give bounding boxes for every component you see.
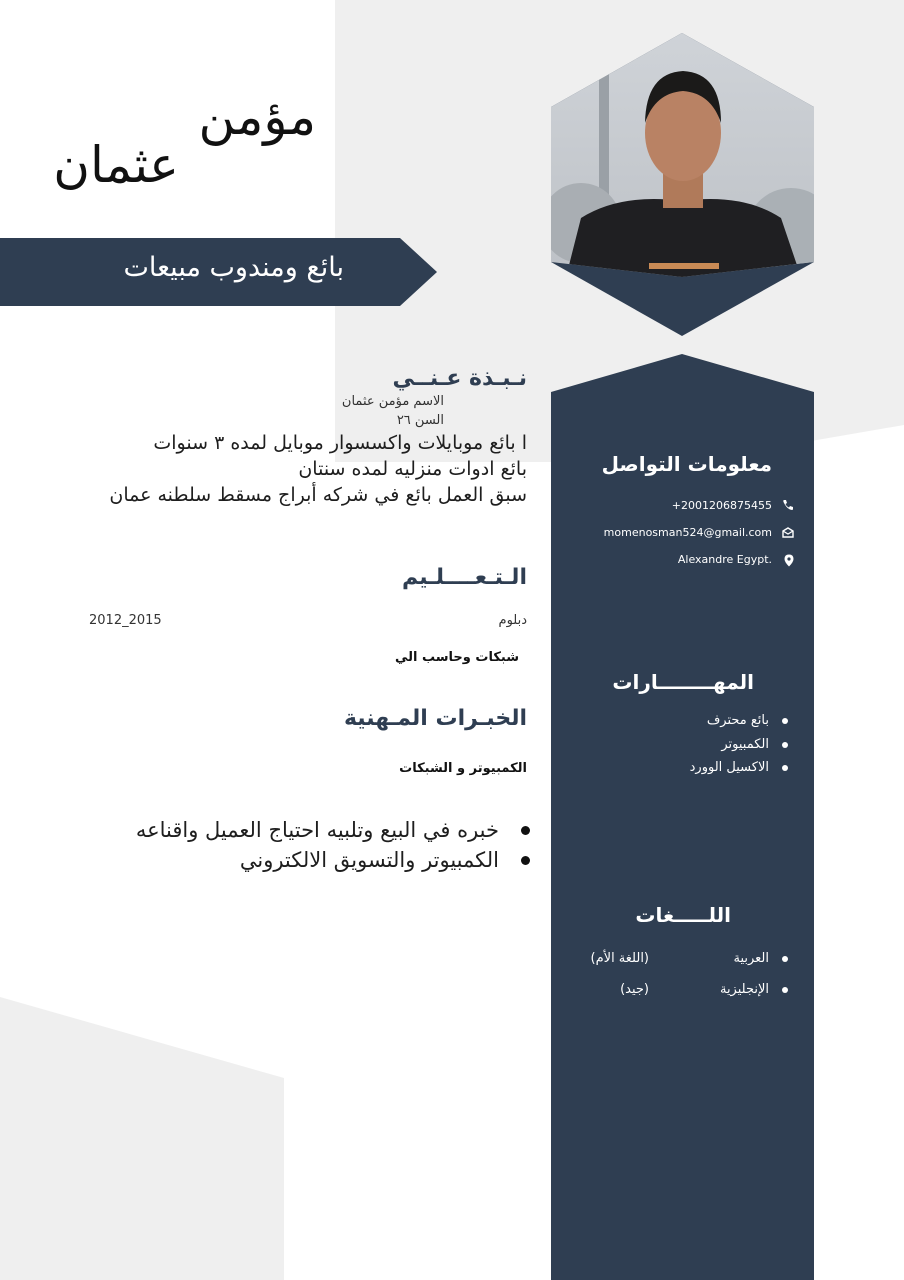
bullet-dot [521, 826, 530, 835]
language-name-1: العربية [733, 951, 769, 966]
job-title: بائع ومندوب مبيعات [123, 252, 344, 283]
about-age-line: السن ٢٦ [396, 413, 444, 428]
about-line-2: بائع ادوات منزليه لمده سنتان [298, 458, 527, 480]
profile-photo [551, 33, 814, 335]
contact-email: momenosman524@gmail.com [603, 526, 772, 539]
experience-item-1: خبره في البيع وتلبيه احتياج العميل واقناعه [135, 818, 499, 842]
language-level-2: (جيد) [620, 982, 649, 997]
bullet-dot [782, 718, 788, 724]
bullet-dot [521, 856, 530, 865]
education-degree: دبلوم [498, 613, 527, 628]
contact-title: معلومات التواصل [601, 452, 772, 476]
skill-item-1: بائع محترف [706, 713, 769, 728]
bullet-dot [782, 956, 788, 962]
language-level-1: (اللغة الأم) [590, 951, 649, 966]
education-title: الـتـعــــلـيم [401, 565, 527, 590]
experience-item-2: الكمبيوتر والتسويق الالكتروني [239, 848, 499, 872]
education-years: 2012_2015 [89, 613, 162, 628]
contact-address: Alexandre Egypt. [677, 553, 772, 566]
about-title: نـبـذة عـنــي [392, 366, 527, 391]
about-name-line: الاسم مؤمن عثمان [341, 394, 444, 409]
language-name-2: الإنجليزية [719, 982, 769, 997]
about-line-3: سبق العمل بائع في شركه أبراج مسقط سلطنه عمان [109, 484, 527, 506]
last-name: عثمان [53, 136, 179, 194]
first-name: مؤمن [198, 88, 316, 146]
languages-title: اللـــــغات [635, 903, 731, 927]
experience-title: الخبـرات المـهنية [343, 706, 527, 731]
bullet-dot [782, 742, 788, 748]
contact-phone: +2001206875455 [671, 499, 772, 512]
skill-item-2: الكمبيوتر [721, 737, 769, 752]
bullet-dot [782, 765, 788, 771]
envelope-icon [782, 527, 794, 538]
phone-icon [782, 499, 794, 511]
skills-title: المهــــــــارات [612, 670, 754, 694]
skill-item-3: الاكسيل الوورد [689, 760, 769, 775]
location-pin-icon [784, 554, 794, 567]
education-field: شبكات وحاسب الي [394, 650, 519, 665]
experience-subtitle: الكمبيوتر و الشبكات [399, 761, 527, 776]
about-line-1: ا بائع موبايلات واكسسوار موبايل لمده ٣ سنوات [153, 432, 527, 454]
bullet-dot [782, 987, 788, 993]
